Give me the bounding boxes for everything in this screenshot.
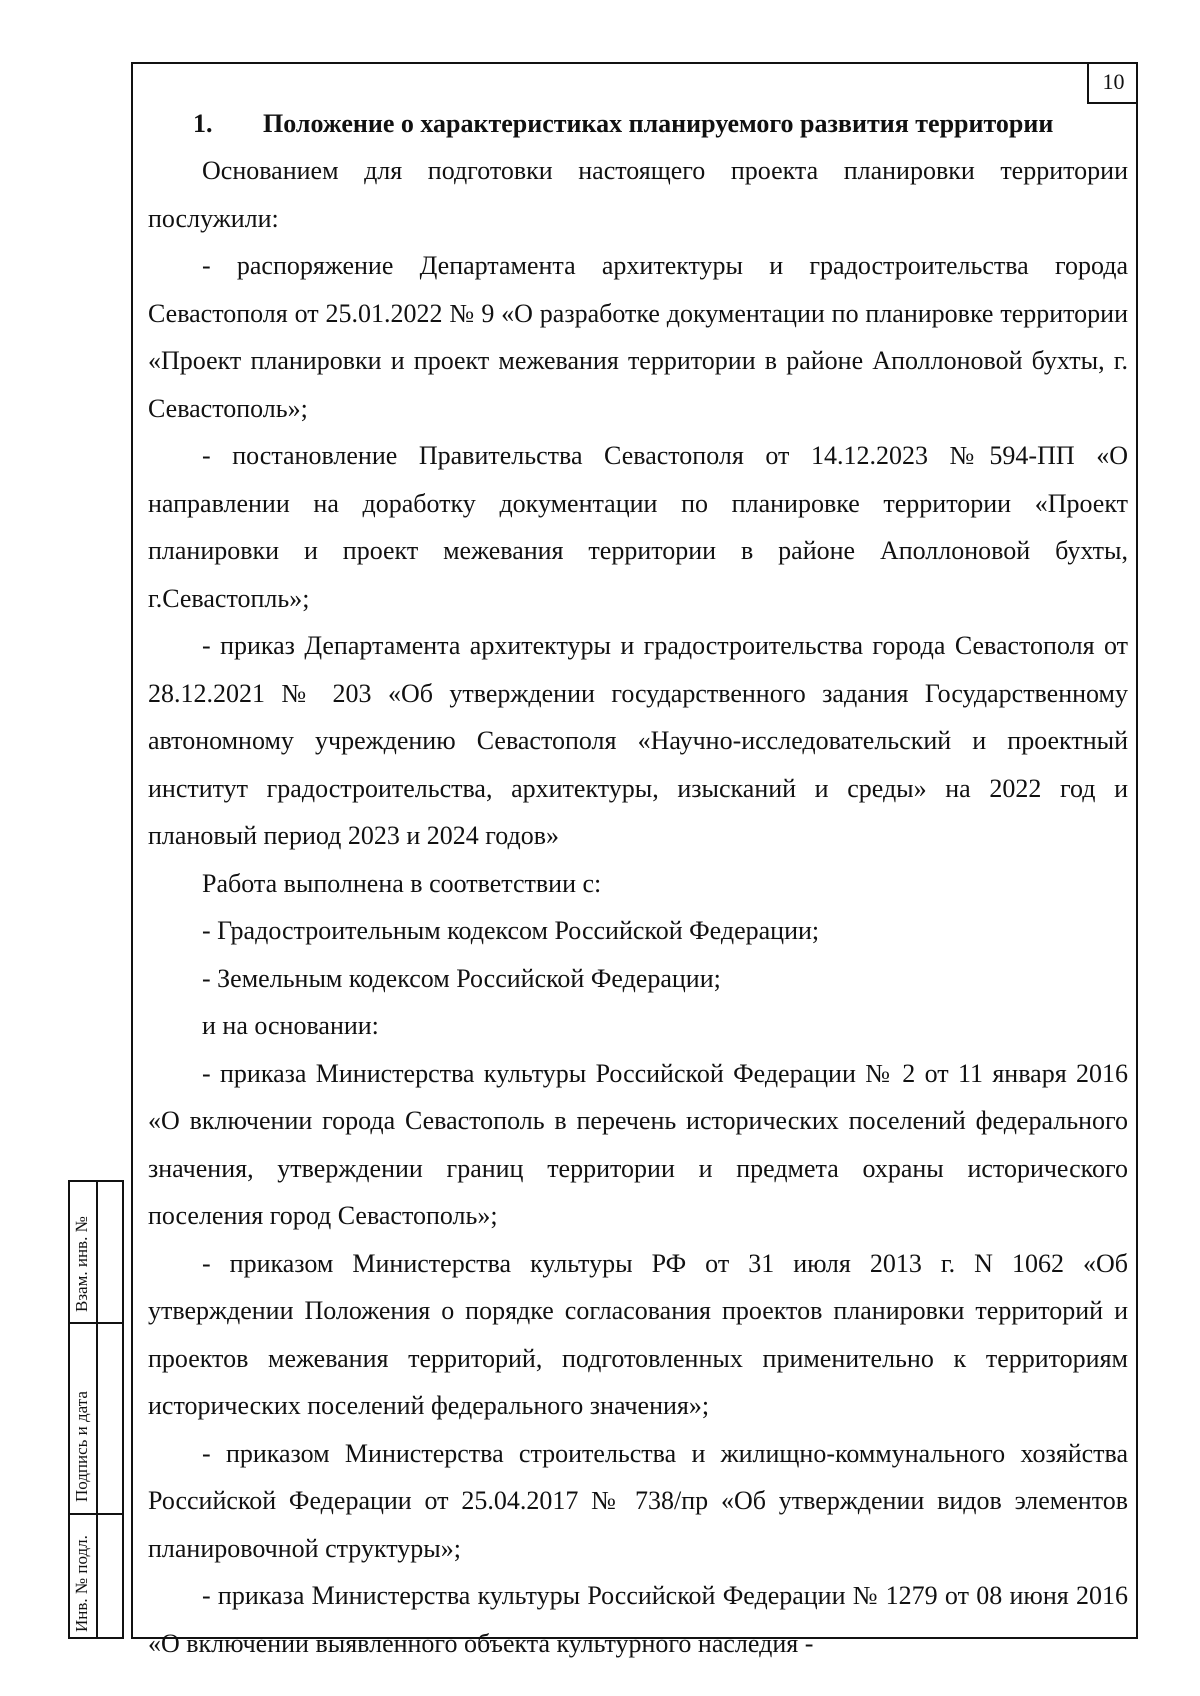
stamp-row-divider (68, 1322, 124, 1324)
paragraph: и на основании: (202, 1011, 379, 1040)
stamp-label-inv-original: Инв. № подл. (72, 1535, 91, 1632)
paragraph: - приказом Министерства культуры РФ от 31 июля 2013 г. N 1062 «Об утверждении Положения о порядке согласования проектов планировки территорий и проектов межевания территорий, подготовленных применительно к территориям исторических поселений федерального значения»; (148, 1248, 1128, 1420)
paragraph: - распоряжение Департамента архитектуры и градостроительства города Севастополя от 25.01.2022 № 9 «О разработке документации по планировке территории «Проект планировки и проект межевания территории в районе Аполлоновой бухты, г. Севастополь»; (148, 251, 1128, 423)
paragraph: - приказа Министерства культуры Российской Федерации № 2 от 11 января 2016 «О включении города Севастополь в перечень исторических поселений федерального значения, утверждении границ территории и предмета охраны исторического поселения город Севастополь»; (148, 1058, 1128, 1230)
stamp-label-replace-inv: Взам. инв. № (72, 1216, 91, 1312)
section-heading (148, 100, 1128, 147)
stamp-label-signature-date: Подпись и дата (72, 1391, 91, 1502)
paragraph: - приказом Министерства строительства и жилищно-коммунального хозяйства Российской Федерации от 25.04.2017 № 738/пр «Об утверждении видов элементов планировочной структуры»; (148, 1438, 1128, 1563)
section-title: Положение о характеристиках планируемого развития территории (263, 109, 1054, 138)
document-body (148, 100, 1128, 1667)
page-number: 10 (1087, 62, 1138, 104)
stamp-row-divider (68, 1513, 124, 1515)
section-number: 1. (193, 109, 213, 138)
paragraph: - Градостроительным кодексом Российской Федерации; (202, 916, 820, 945)
paragraph: - постановление Правительства Севастополя от 14.12.2023 №594-ПП «О направлении на доработку документации по планировке территории «Проект планировки и проект межевания территории в районе Аполлоновой бухты, г.Севастопль»; (148, 441, 1128, 613)
paragraph: - приказ Департамента архитектуры и градостроительства города Севастополя от 28.12.2021 № 203 «Об утверждении государственного задания Государственному автономному учреждению Севастополя «Научно-исследовательский и проектный институт градостроительства, архитектуры, изысканий и среды» на 2022 год и плановый период 2023 и 2024 годов» (148, 631, 1128, 850)
paragraph: Основанием для подготовки настоящего проекта планировки территории послужили: (148, 156, 1128, 233)
paragraph: Работа выполнена в соответствии с: (202, 868, 602, 898)
paragraph: - Земельным кодексом Российской Федерации; (202, 963, 721, 993)
paragraph: - приказа Министерства культуры Российской Федерации № 1279 от 08 июня 2016 «О включении выявленного объекта культурного наследия - (148, 1581, 1128, 1658)
